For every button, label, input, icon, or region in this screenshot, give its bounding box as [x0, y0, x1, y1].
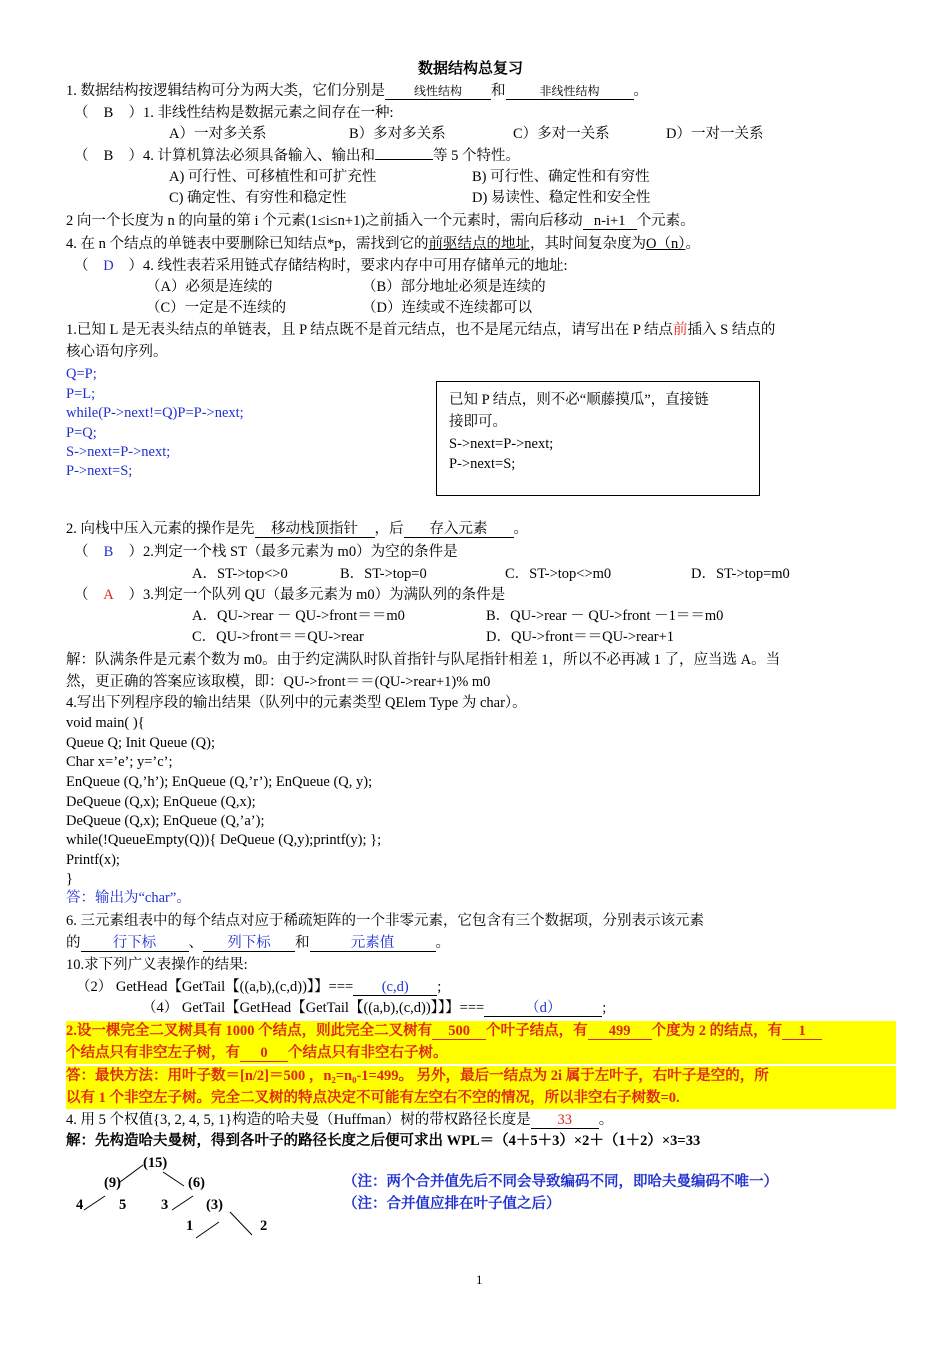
code-line: P=L; — [66, 386, 96, 402]
code-line: Char x=’e’; y=’c’; — [66, 754, 173, 770]
code-line: Q=P; — [66, 366, 97, 382]
answer-blank: n-i+1 — [583, 213, 637, 230]
mc-question-nonlinear: （ B ）1. 非线性结构是数据元素之间存在一种: — [74, 105, 394, 121]
mc-answer: B — [103, 544, 114, 560]
tree-edge — [163, 1172, 184, 1186]
question-glist-4: （4） GetTail【GetHead【GetTail【((a,b),(c,d))】】】=== （d） ; — [142, 1000, 607, 1016]
question-logical-structure: 1. 数据结构按逻辑结构可分为两大类，它们分别是 线性结构 和 非线性结构 。 — [66, 83, 648, 99]
question-triple-blanks: 的 行下标 、 列下标 和 元素值 。 — [66, 935, 450, 951]
code-line: P=Q; — [66, 425, 97, 441]
explanation-text: 解：队满条件是元素个数为 m0。由于约定满队时队首指针与队尾指针相差 1，所以不必再减 1 了，应当选 A。当 — [66, 652, 781, 668]
question-complete-tree-cont: 个结点只有非空左子树，有 0 个结点只有非空右子树。 — [66, 1045, 448, 1061]
mc-question-queue-full: （ A ）3.判定一个队列 QU（最多元素为 m0）为满队列的条件是 — [74, 587, 506, 603]
mc-option: C．ST->top<>m0 — [505, 566, 612, 582]
mc-option: A．QU->rear － QU->front＝＝m0 — [192, 608, 405, 624]
huffman-solution: 解：先构造哈夫曼树，得到各叶子的路径长度之后便可求出 WPL＝（4＋5＋3）×2＋（1＋2）×3=33 — [66, 1133, 701, 1149]
mc-option: B．QU->rear － QU->front －1＝＝m0 — [486, 608, 724, 624]
answer-blank: 499 — [588, 1023, 652, 1040]
mc-question-linked-storage: （ D ）4. 线性表若采用链式存储结构时，要求内存中可用存储单元的地址: — [74, 258, 568, 274]
explanation-text: 以有 1 个非空左子树。完全二叉树的特点决定不可能有左空右不空的情况，所以非空右子树数=0. — [66, 1090, 680, 1106]
mc-option: A) 可行性、可移植性和可扩充性 — [169, 169, 377, 185]
code-line: EnQueue (Q,’h’); EnQueue (Q,’r’); EnQueue (Q, y); — [66, 774, 373, 790]
mc-option: A．ST->top<>0 — [192, 566, 288, 582]
answer-blank: (c,d) — [353, 979, 437, 996]
mc-option: B）多对多关系 — [349, 126, 446, 142]
code-line: Queue Q; Init Queue (Q); — [66, 735, 215, 751]
tree-node: 2 — [260, 1218, 268, 1234]
answer-blank: 移动栈顶指针 — [255, 521, 375, 538]
mc-option: （C）一定是不连续的 — [146, 300, 287, 316]
note-text: P->next=S; — [449, 456, 516, 472]
answer-blank: 非线性结构 — [506, 83, 634, 100]
code-line: S->next=P->next; — [66, 444, 171, 460]
code-line: void main( ){ — [66, 715, 145, 731]
mc-option: A）一对多关系 — [169, 126, 267, 142]
answer-blank: 0 — [240, 1045, 288, 1062]
tree-node: (9) — [104, 1175, 121, 1191]
answer-blank: 存入元素 — [404, 521, 514, 538]
mc-option: D．QU->front＝＝QU->rear+1 — [486, 629, 675, 645]
note-text: S->next=P->next; — [449, 436, 554, 452]
tree-edge — [230, 1212, 252, 1235]
tree-edge — [172, 1196, 193, 1210]
tree-edge — [196, 1222, 219, 1238]
note-text: 已知 P 结点，则不必“顺藤摸瓜”，直接链 — [449, 392, 709, 408]
code-line: while(!QueueEmpty(Q)){ DeQueue (Q,y);printf(y); }; — [66, 832, 382, 848]
note-text: 接即可。 — [449, 414, 507, 430]
answer-blank: 行下标 — [81, 935, 189, 952]
question-glist-2: （2） GetHead【GetTail【((a,b),(c,d))】】=== (c,d) ; — [76, 979, 442, 995]
mc-question-algorithm: （ B ）4. 计算机算法必须具备输入、输出和 等 5 个特性。 — [74, 148, 520, 164]
answer-text: 答：输出为“char”。 — [66, 890, 191, 906]
question-vector-insert: 2 向一个长度为 n 的向量的第 i 个元素(1≤i≤n+1)之前插入一个元素时，需向后移动 n-i+1 个元素。 — [66, 213, 695, 229]
tree-node: (6) — [188, 1175, 205, 1191]
tree-node: 4 — [76, 1197, 84, 1213]
mc-answer: D — [103, 258, 114, 274]
question-triple: 6. 三元素组表中的每个结点对应于稀疏矩阵的一个非零元素，它包含有三个数据项，分别表示该元素 — [66, 913, 704, 929]
mc-option: （B）部分地址必须是连续的 — [362, 279, 546, 295]
mc-answer: B — [103, 105, 114, 121]
mc-option: D）一对一关系 — [666, 126, 764, 142]
answer-blank: （d） — [484, 1000, 602, 1017]
mc-option: （A）必须是连续的 — [146, 279, 273, 295]
answer-blank: 1 — [782, 1023, 822, 1040]
mc-option: B．ST->top=0 — [340, 566, 427, 582]
huffman-note: （注：合并值应排在叶子值之后） — [343, 1196, 561, 1212]
question-complete-tree: 2.设一棵完全二叉树具有 1000 个结点，则此完全二叉树有 500 个叶子结点，有 499 个度为 2 的结点，有 1 — [66, 1022, 822, 1041]
explanation-text: 然，更正确的答案应该取模，即：QU->front＝＝(QU->rear+1)% m0 — [66, 674, 491, 690]
tree-node: 1 — [186, 1218, 194, 1234]
tree-node: (3) — [206, 1197, 223, 1213]
question-glist: 10.求下列广义表操作的结果: — [66, 957, 248, 973]
tree-node: (15) — [143, 1155, 168, 1171]
code-line: P->next=S; — [66, 463, 133, 479]
code-line: Printf(x); — [66, 852, 120, 868]
mc-option: C．QU->front＝＝QU->rear — [192, 629, 364, 645]
code-line: } — [66, 871, 73, 887]
mc-option: （D）连续或不连续都可以 — [362, 300, 532, 316]
answer-blank: 线性结构 — [385, 83, 491, 100]
answer-underlined: 前驱结点的地址 — [428, 236, 530, 252]
question-linked-delete: 4. 在 n 个结点的单链表中要删除已知结点*p，需找到它的前驱结点的地址，其时间复杂度为O（n）。 — [66, 236, 700, 252]
mc-answer: B — [103, 148, 114, 164]
tree-node: 5 — [119, 1197, 127, 1213]
mc-option: C) 确定性、有穷性和稳定性 — [169, 190, 347, 206]
code-line: DeQueue (Q,x); EnQueue (Q,’a’); — [66, 813, 265, 829]
huffman-note: （注：两个合并值先后不同会导致编码不同，即哈夫曼编码不唯一） — [343, 1174, 778, 1190]
answer-blank: 列下标 — [203, 935, 295, 952]
code-line: DeQueue (Q,x); EnQueue (Q,x); — [66, 794, 256, 810]
tree-node: 3 — [161, 1197, 169, 1213]
question-stack-push: 2. 向栈中压入元素的操作是先 移动栈顶指针 ，后 存入元素 。 — [66, 521, 528, 537]
tree-edge — [120, 1165, 143, 1182]
explanation-text: 答：最快方法：用叶子数＝[n/2]＝500 ，n₂=n₀-1=499。 另外，最后一结点为 2i 属于左叶子，右叶子是空的，所 — [66, 1068, 769, 1084]
answer-blank: 33 — [531, 1112, 599, 1129]
code-line: while(P->next!=Q)P=P->next; — [66, 405, 244, 421]
page-title: 数据结构总复习 — [418, 61, 524, 77]
mc-question-stack-empty: （ B ）2.判定一个栈 ST（最多元素为 m0）为空的条件是 — [74, 544, 458, 560]
question-link-insert: 1.已知 L 是无表头结点的单链表，且 P 结点既不是首元结点，也不是尾元结点，请写出在 P 结点前插入 S 结点的 — [66, 322, 776, 338]
mc-option: B) 可行性、确定性和有穷性 — [472, 169, 650, 185]
mc-answer: A — [103, 587, 114, 603]
mc-option: C）多对一关系 — [513, 126, 610, 142]
answer-underlined: O（n） — [646, 236, 686, 252]
answer-blank: 500 — [432, 1023, 486, 1040]
question-huffman: 4. 用 5 个权值{3, 2, 4, 5, 1}构造的哈夫曼（Huffman）树的带权路径长度是 33 。 — [66, 1112, 614, 1128]
question-text: 核心语句序列。 — [66, 344, 168, 360]
answer-blank: 元素值 — [310, 935, 436, 952]
mc-option: D) 易读性、稳定性和安全性 — [472, 190, 651, 206]
question-program-output: 4.写出下列程序段的输出结果（队列中的元素类型 QElem Type 为 char）。 — [66, 695, 527, 711]
tree-edge — [84, 1196, 105, 1210]
mc-option: D．ST->top=m0 — [691, 566, 790, 582]
page-number: 1 — [476, 1272, 483, 1287]
